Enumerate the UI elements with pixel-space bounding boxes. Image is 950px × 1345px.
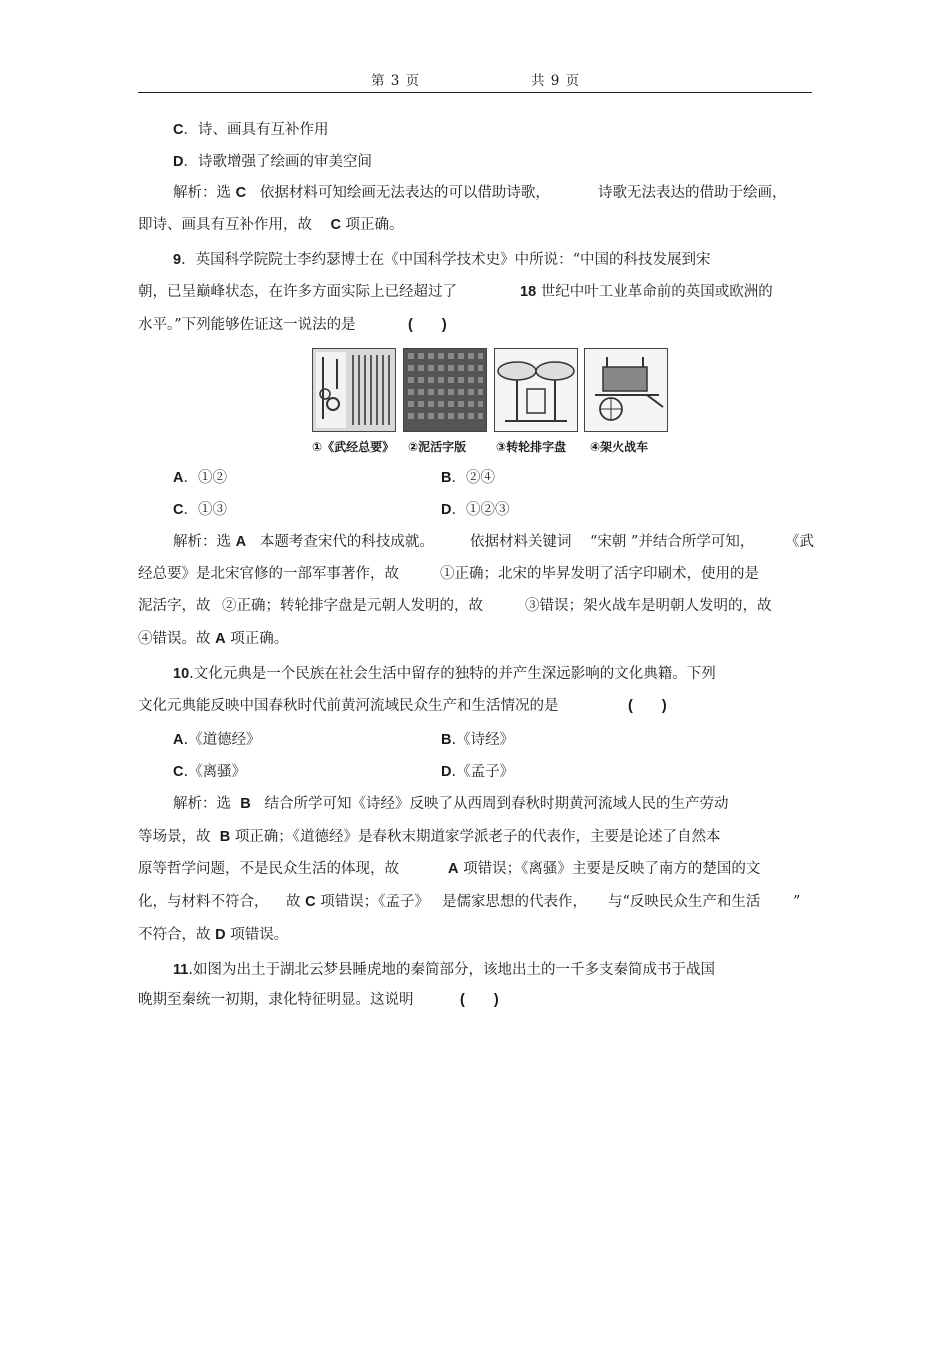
q9-explanation-line2b: ①正确；北宋的毕昇发明了活字印刷术，使用的是 [440, 566, 759, 582]
q8-explanation-line1: 解析：选 C 依据材料可知绘画无法表达的可以借助诗歌， [173, 185, 550, 201]
q8-option-d: D．诗歌增强了绘画的审美空间 [173, 154, 372, 170]
caption-1: ①《武经总要》 [312, 440, 395, 454]
q9-answer-blank: ( ) [408, 317, 447, 333]
q10-option-d: D.《孟子》 [441, 764, 515, 780]
q9-explanation-line1c: “宋朝 ”并结合所学可知， [590, 534, 755, 550]
fire-war-cart-image [584, 348, 668, 432]
q10-explanation-line5: 不符合，故 D 项错误。 [138, 927, 289, 943]
q8-option-c: C．诗、画具有互补作用 [173, 122, 329, 138]
caption-3: ③转轮排字盘 [496, 440, 567, 454]
q10-option-c: C.《离骚》 [173, 764, 247, 780]
q9-option-d: D．①②③ [441, 502, 510, 518]
q9-explanation-line4: ④错误。故 A 项正确。 [138, 631, 289, 647]
q10-option-a: A.《道德经》 [173, 732, 261, 748]
q10-explanation-line1: 解析：选 B 结合所学可知《诗经》反映了从西周到春秋时期黄河流域人民的生产劳动 [173, 796, 729, 812]
q9-explanation-line3: 泥活字，故 [138, 598, 211, 614]
q10-explanation-line4b: 故 C 项错误；《孟子》 [286, 894, 429, 910]
q9-explanation-line1d: 《武 [785, 534, 814, 550]
q10-stem-line2: 文化元典能反映中国春秋时代前黄河流域民众生产和生活情况的是 [138, 698, 559, 714]
q9-explanation-line3b: ②正确；转轮排字盘是元朝人发明的，故 [222, 598, 483, 614]
q10-option-b: B.《诗经》 [441, 732, 515, 748]
q10-explanation-line4e: ” [793, 894, 801, 910]
page-number: 第 3 页 [371, 73, 421, 89]
q9-stem-line2: 朝，已呈巅峰状态，在许多方面实际上已经超过了 [138, 284, 457, 300]
q11-answer-blank: ( ) [460, 992, 499, 1008]
page-total: 共 9 页 [531, 73, 581, 89]
q10-explanation-line4c: 是儒家思想的代表作， [442, 894, 587, 910]
q9-explanation-line1: 解析：选 A 本题考查宋代的科技成就。 [173, 534, 434, 550]
q10-explanation-line3: 原等哲学问题，不是民众生活的体现，故 [138, 861, 399, 877]
q9-option-c: C．①③ [173, 502, 227, 518]
q10-explanation-line2: 等场景，故 B 项正确；《道德经》是春秋末期道家学派老子的代表作，主要是论述了自然本 [138, 829, 721, 845]
caption-2: ②泥活字版 [408, 440, 467, 454]
q8-explanation-line2: 即诗、画具有互补作用，故 C 项正确。 [138, 217, 404, 233]
q9-stem-line1: 9．英国科学院院士李约瑟博士在《中国科学技术史》中所说：“中国的科技发展到宋 [173, 252, 711, 268]
caption-4: ④架火战车 [590, 440, 649, 454]
q10-explanation-line4: 化，与材料不符合， [138, 894, 269, 910]
q9-figure [312, 348, 668, 456]
q10-stem-line1: 10.文化元典是一个民族在社会生活中留存的独特的并产生深远影响的文化典籍。下列 [173, 666, 716, 682]
page-header [138, 66, 812, 93]
q10-answer-blank: ( ) [628, 698, 667, 714]
wujing-zongyao-image [312, 348, 396, 432]
q8-explanation-line1b: 诗歌无法表达的借助于绘画， [598, 185, 787, 201]
q9-explanation-line2: 经总要》是北宋官修的一部军事著作，故 [138, 566, 399, 582]
q9-option-a: A．①② [173, 470, 227, 486]
q9-option-b: B．②④ [441, 470, 495, 486]
q10-explanation-line4d: 与“反映民众生产和生活 [608, 894, 761, 910]
q9-stem-line3: 水平。”下列能够佐证这一说法的是 [138, 317, 356, 333]
clay-type-image [403, 348, 487, 432]
q9-explanation-line3c: ③错误；架火战车是明朝人发明的，故 [525, 598, 772, 614]
q11-stem-line2: 晚期至秦统一初期，隶化特征明显。这说明 [138, 992, 414, 1008]
rotating-type-table-image [494, 348, 578, 432]
q9-stem-line2b: 18 世纪中叶工业革命前的英国或欧洲的 [520, 284, 773, 300]
q10-explanation-line3b: A 项错误；《离骚》主要是反映了南方的楚国的文 [448, 861, 761, 877]
q9-explanation-line1b: 依据材料关键词 [470, 534, 572, 550]
q11-stem-line1: 11.如图为出土于湖北云梦县睡虎地的秦简部分，该地出土的一千多支秦简成书于战国 [173, 962, 715, 978]
